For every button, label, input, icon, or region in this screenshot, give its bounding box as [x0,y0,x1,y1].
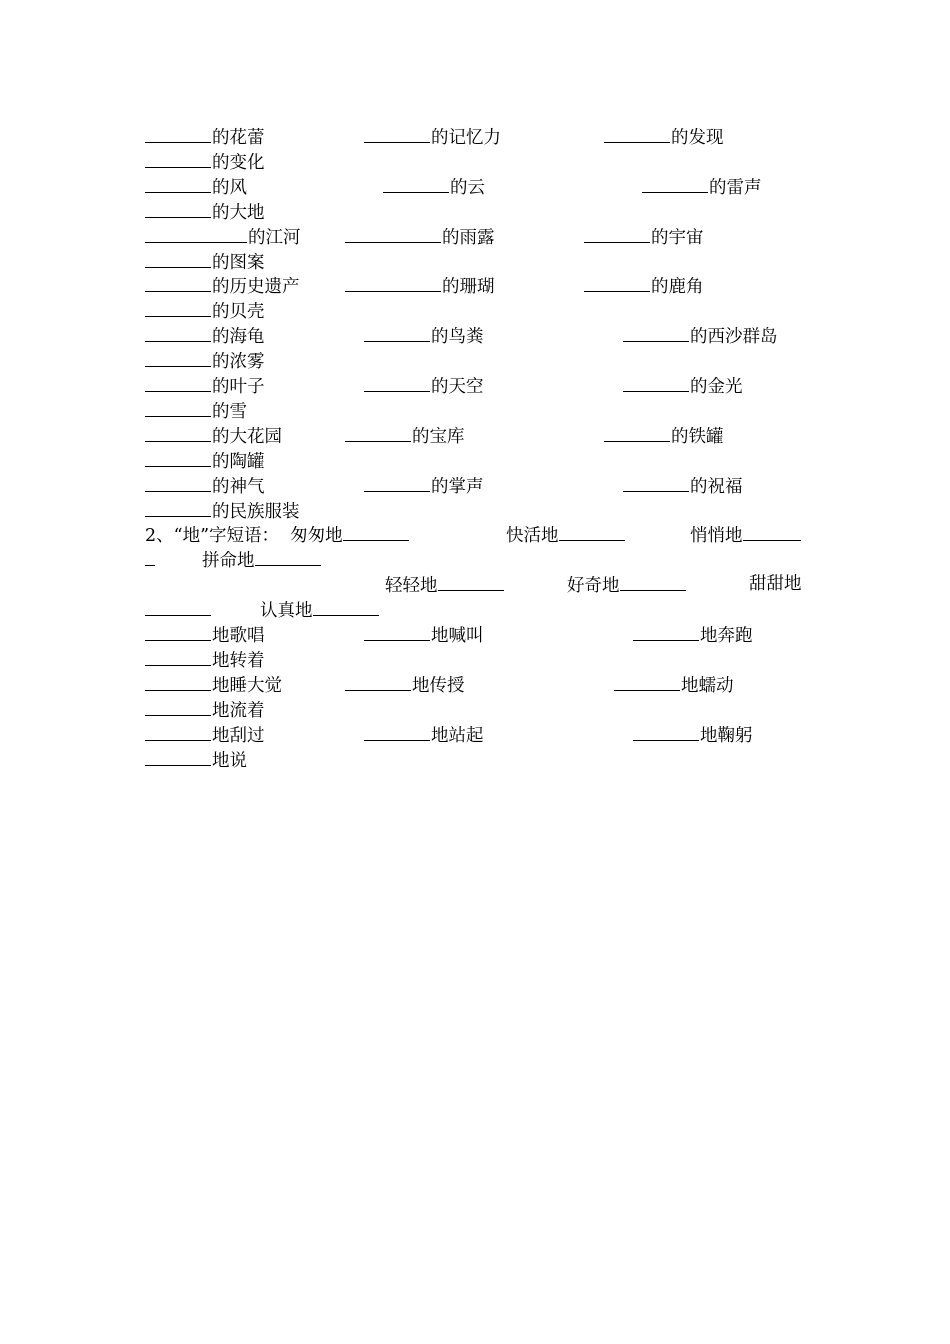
answer-blank[interactable] [345,224,441,243]
phrase-item [345,224,495,249]
answer-blank[interactable] [145,199,211,218]
answer-blank[interactable] [145,249,211,268]
answer-blank[interactable] [145,547,155,566]
phrase-text: 的风 [212,177,247,198]
answer-blank[interactable] [383,174,449,193]
phrase-text: 地睡大觉 [212,675,282,696]
answer-blank[interactable] [364,473,430,492]
phrase-item [623,323,778,348]
answer-blank[interactable] [343,522,409,541]
phrase-item [145,273,300,298]
phrase-item [364,323,484,348]
phrase-item [145,547,156,572]
phrase-text: 的鸟粪 [431,327,484,348]
phrase-text: 快活地 [506,526,559,547]
phrase-text: 2、“地”字短语： 匆匆地 [145,526,343,547]
answer-blank[interactable] [604,124,670,143]
answer-blank[interactable] [364,722,430,741]
phrase-text: 地流着 [212,700,265,721]
phrase-item [749,572,802,597]
phrase-text: 悄悄地 [690,526,743,547]
answer-blank[interactable] [584,224,650,243]
answer-blank[interactable] [145,697,211,716]
answer-blank[interactable] [364,124,430,143]
phrase-text: 地说 [212,750,247,771]
phrase-item [145,373,265,398]
answer-blank[interactable] [145,398,211,417]
phrase-item [145,747,247,772]
phrase-item [690,522,802,547]
phrase-text: 的花蕾 [212,128,265,148]
phrase-item [633,622,753,647]
phrase-item [364,622,484,647]
phrase-text: 的云 [450,177,485,198]
phrase-text: 的大花园 [212,426,282,447]
phrase-item [145,622,265,647]
phrase-item [145,149,265,174]
phrase-text: 地传授 [412,675,465,696]
phrase-item [364,473,484,498]
answer-blank[interactable] [145,423,211,442]
phrase-item [145,174,247,199]
phrase-text: 的发现 [671,128,724,148]
phrase-text: 的西沙群岛 [690,327,778,348]
answer-blank[interactable] [559,522,625,541]
phrase-item [145,423,282,448]
phrase-item [145,647,265,672]
phrase-item [145,473,265,498]
answer-blank[interactable] [145,448,211,467]
phrase-text: 地转着 [212,650,265,671]
answer-blank[interactable] [145,747,211,766]
phrase-item [364,373,484,398]
phrase-item [145,448,265,473]
answer-blank[interactable] [313,597,379,616]
phrase-text: 的记忆力 [431,128,501,148]
phrase-item [642,174,762,199]
phrase-item [145,522,410,547]
answer-blank[interactable] [438,572,504,591]
phrase-item [145,697,265,722]
answer-blank[interactable] [145,273,211,292]
answer-blank[interactable] [145,622,211,641]
answer-blank[interactable] [145,722,211,741]
answer-blank[interactable] [364,373,430,392]
phrase-text: 的海龟 [212,327,265,348]
phrase-item [145,672,282,697]
answer-blank[interactable] [614,672,680,691]
phrase-item [614,672,734,697]
phrase-item [604,423,724,448]
answer-blank[interactable] [145,647,211,666]
answer-blank[interactable] [743,522,801,541]
phrase-item [145,124,265,149]
phrase-item [145,249,265,274]
phrase-item [345,672,465,697]
answer-blank[interactable] [145,473,211,492]
phrase-item [383,174,485,199]
phrase-text: 的历史遗产 [212,277,300,298]
phrase-text: 的祝福 [690,476,743,497]
phrase-text: 地刮过 [212,725,265,746]
answer-blank[interactable] [642,174,708,193]
phrase-text: 地站起 [431,725,484,746]
answer-blank[interactable] [145,149,211,168]
phrase-item [623,473,743,498]
phrase-text: 的雨露 [442,227,495,248]
phrase-text: 甜甜地 [749,574,802,595]
answer-blank[interactable] [345,423,411,442]
answer-blank[interactable] [145,373,211,392]
phrase-item [260,597,380,622]
phrase-item [145,199,265,224]
phrase-text: 地歌唱 [212,626,265,646]
phrase-text: 的珊瑚 [442,277,495,298]
phrase-item [604,124,724,149]
phrase-text: 的贝壳 [212,302,265,323]
answer-blank[interactable] [255,547,321,566]
phrase-text: 的宇宙 [651,227,704,248]
phrase-item [364,124,501,149]
answer-blank[interactable] [633,622,699,641]
phrase-item [145,498,300,523]
phrase-item [145,398,247,423]
phrase-item [202,547,322,572]
answer-blank[interactable] [623,473,689,492]
phrase-item [364,722,484,747]
phrase-text: 的雪 [212,401,247,422]
phrase-text: 好奇地 [567,576,620,597]
answer-blank[interactable] [145,323,211,342]
answer-blank[interactable] [145,174,211,193]
phrase-text: 的铁罐 [671,426,724,447]
phrase-text: 的宝库 [412,426,465,447]
phrase-text: 的变化 [212,152,265,173]
phrase-text: 的民族服装 [212,501,300,522]
phrase-item [145,597,212,622]
answer-blank[interactable] [620,572,686,591]
phrase-item [567,572,687,597]
answer-blank[interactable] [145,498,211,517]
phrase-item [345,273,495,298]
phrase-item [584,224,704,249]
phrase-text: 的鹿角 [651,277,704,298]
phrase-item [633,722,753,747]
phrase-text: 地鞠躬 [700,725,753,746]
phrase-item [145,323,265,348]
phrase-text: 轻轻地 [385,576,438,597]
phrase-item [345,423,465,448]
phrase-text: 拼命地 [202,551,255,572]
answer-blank[interactable] [623,373,689,392]
answer-blank[interactable] [623,323,689,342]
answer-blank[interactable] [145,298,211,317]
phrase-item [385,572,505,597]
answer-blank[interactable] [584,273,650,292]
phrase-text: 的天空 [431,377,484,397]
phrase-item [145,722,265,747]
phrase-text: 的掌声 [431,476,484,497]
phrase-item [145,224,301,249]
phrase-text: 地奔跑 [700,626,753,646]
phrase-text: 的金光 [690,377,743,397]
phrase-text: 的叶子 [212,377,265,397]
phrase-text: 认真地 [260,601,313,622]
answer-blank[interactable] [633,722,699,741]
answer-blank[interactable] [364,622,430,641]
phrase-item [145,348,265,373]
answer-blank[interactable] [145,597,211,616]
phrase-text: 的大地 [212,202,265,223]
phrase-text: 的图案 [212,252,265,273]
phrase-item [506,522,626,547]
answer-blank[interactable] [145,348,211,367]
answer-blank[interactable] [145,672,211,691]
phrase-item [623,373,743,398]
phrase-text: 的江河 [248,227,301,248]
answer-blank[interactable] [604,423,670,442]
phrase-text: 地蠕动 [681,675,734,696]
answer-blank[interactable] [345,672,411,691]
answer-blank[interactable] [145,124,211,143]
phrase-item [145,298,265,323]
phrase-text: 的陶罐 [212,451,265,472]
phrase-text: 的神气 [212,476,265,497]
phrase-item [584,273,704,298]
answer-blank[interactable] [145,224,247,243]
phrase-text: 的浓雾 [212,352,265,373]
answer-blank[interactable] [364,323,430,342]
phrase-text: 地喊叫 [431,626,484,646]
phrase-text: 的雷声 [709,177,762,198]
answer-blank[interactable] [345,273,441,292]
